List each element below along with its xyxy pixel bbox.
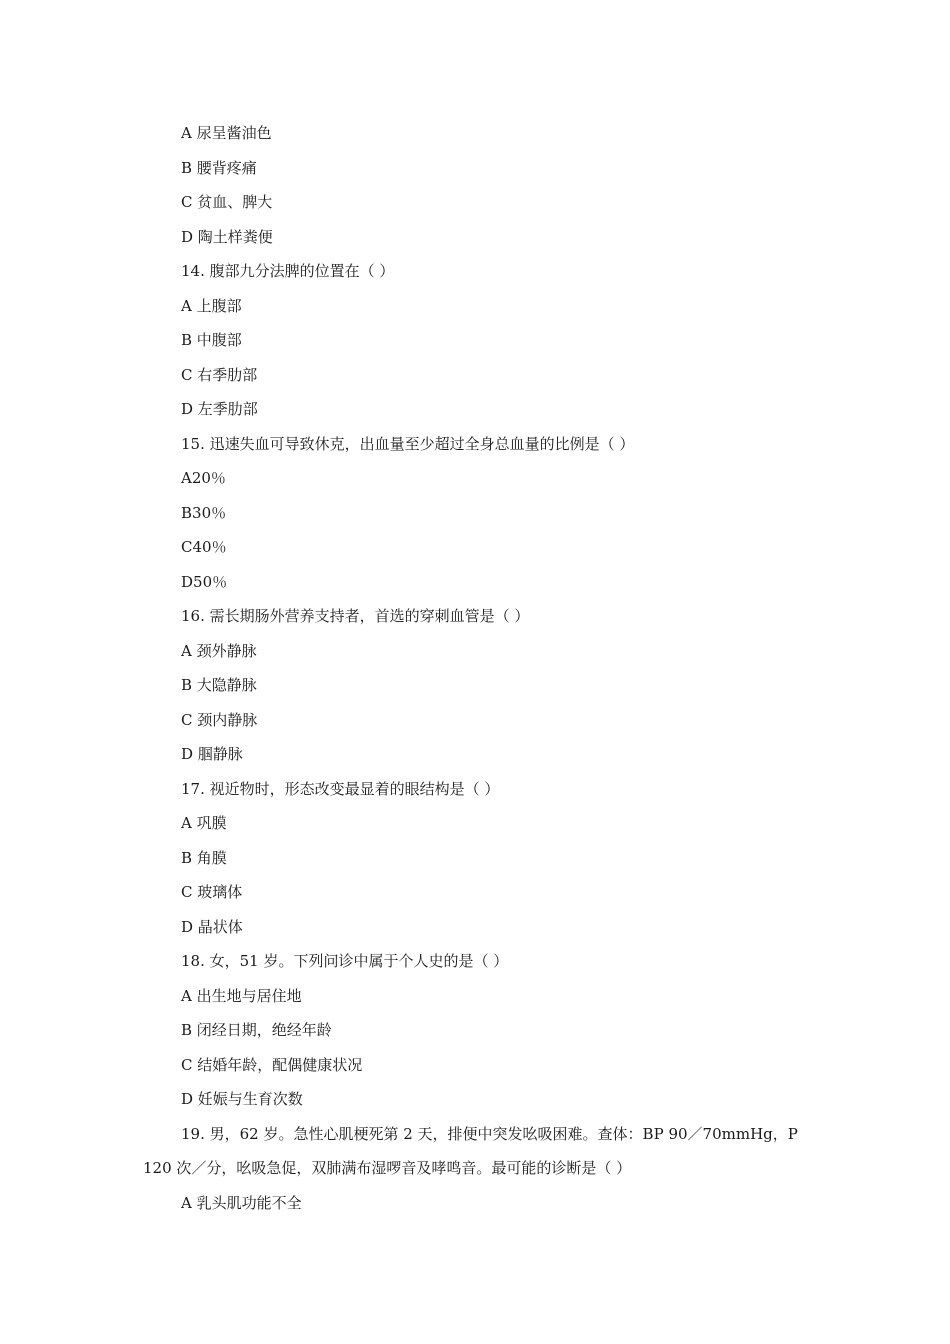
question-18: 18. 女，51 岁。下列问诊中属于个人史的是（ ） [181,952,509,970]
option-line: B 闭经日期，绝经年龄 [181,1021,332,1039]
option-line: A 颈外静脉 [181,641,257,660]
option-line: D 晶状体 [181,917,243,936]
option-line: D50％ [181,572,228,591]
option-line: D 妊娠与生育次数 [181,1090,303,1108]
option-line: D 腘静脉 [181,745,243,763]
option-line: B 角膜 [181,848,227,867]
option-line: B30％ [181,503,227,522]
question-17: 17. 视近物时，形态改变最显着的眼结构是（ ） [181,779,500,798]
question-14: 14. 腹部九分法脾的位置在（ ） [181,262,395,280]
option-line: A 乳头肌功能不全 [181,1193,302,1212]
option-line: C 颈内静脉 [181,710,258,729]
option-line: C40％ [181,538,227,556]
question-16: 16. 需长期肠外营养支持者，首选的穿刺血管是（ ） [181,607,530,625]
question-list [143,116,811,1220]
option-line: A 上腹部 [181,296,242,315]
question-15: 15. 迅速失血可导致休克，出血量至少超过全身总血量的比例是（ ） [181,434,635,453]
option-line: B 中腹部 [181,331,242,349]
option-line: A 出生地与居住地 [181,986,302,1005]
option-line: B 大隐静脉 [181,676,257,694]
question-19: 19. 男，62 岁。急性心肌梗死第 2 天，排便中突发吆吸困难。查体：BP 90／70mmHg，P 120 次／分，吆吸急促，双肺满布湿啰音及哮鸣音。最可能的诊断是（ ） [143,1124,798,1177]
option-line: D 左季肋部 [181,400,258,418]
option-line: A 尿呈酱油色 [181,124,272,142]
option-line: C 右季肋部 [181,365,258,384]
option-line: B 腰背疼痛 [181,158,257,177]
option-line: D 陶土样粪便 [181,227,273,246]
option-line: A 巩膜 [181,814,227,832]
option-line: C 玻璃体 [181,883,243,901]
option-line: A20％ [181,469,226,487]
option-line: C 结婚年龄，配偶健康状况 [181,1055,363,1074]
option-line: C 贫血、脾大 [181,193,273,211]
